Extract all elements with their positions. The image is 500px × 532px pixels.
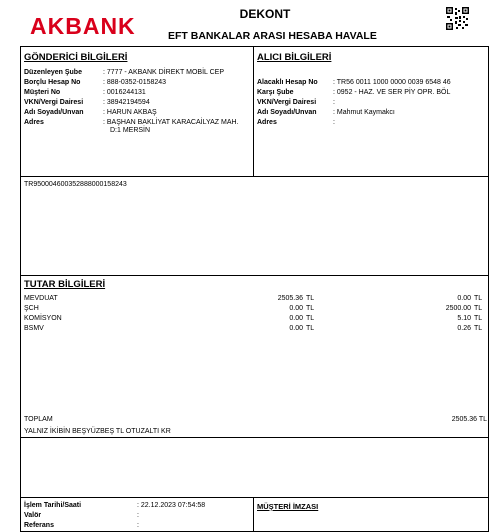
party-divider	[253, 46, 254, 176]
amount-row-value-2: 0.26	[457, 325, 471, 332]
amount-row-currency: TL	[306, 295, 315, 302]
document-title: DEKONT	[239, 7, 291, 21]
total-value: 2505.36 TL	[451, 416, 487, 423]
sender-branch-value: : 7777 - AKBANK DİREKT MOBİL CEP	[103, 69, 224, 76]
amount-row-value: 2505.36	[277, 295, 303, 302]
reference-value: :	[137, 522, 139, 529]
receiver-address-value: :	[333, 119, 335, 126]
amounts-section-bottom	[20, 437, 489, 438]
amount-row-value-2: 0.00	[457, 295, 471, 302]
transaction-date-label: İşlem Tarihi/Saati	[24, 502, 82, 509]
sender-tax-value: : 38942194594	[103, 99, 150, 106]
amount-row-label: MEVDUAT	[24, 295, 58, 302]
description-text: TR950004600352888000158243	[24, 181, 127, 188]
reference-label: Referans	[24, 522, 54, 529]
transaction-date-value: : 22.12.2023 07:54:58	[137, 502, 206, 509]
description-section-bottom	[20, 275, 489, 276]
customer-signature-label: MÜŞTERİ İMZASI	[257, 502, 319, 511]
sender-address-value: : BAŞHAN BAKLİYAT KARACAİLYAZ MAH.	[103, 119, 239, 126]
sender-tax-label: VKN/Vergi Dairesi	[24, 99, 84, 106]
receiver-account-label: Alacaklı Hesap No	[257, 79, 318, 86]
receiver-section-title: ALICI BİLGİLERİ	[257, 52, 332, 63]
receiver-tax-value: :	[333, 99, 335, 106]
sender-account-value: : 888-0352-0158243	[103, 79, 167, 86]
sender-name-label: Adı Soyadı/Unvan	[24, 109, 84, 116]
receiver-tax-label: VKN/Vergi Dairesi	[257, 99, 317, 106]
amount-row-currency: TL	[306, 325, 315, 332]
sender-section-title: GÖNDERİCİ BİLGİLERİ	[24, 52, 128, 63]
value-date-label: Valör	[24, 512, 42, 519]
receiver-name-label: Adı Soyadı/Unvan	[257, 109, 317, 116]
receiver-name-value: : Mahmut Kaymakcı	[333, 109, 395, 116]
amount-row-currency: TL	[306, 315, 315, 322]
sender-customer-no-value: : 0016244131	[103, 89, 146, 96]
amount-row-label: KOMİSYON	[24, 315, 62, 322]
sender-name-value: : HARUN AKBAŞ	[103, 109, 157, 116]
amount-row-value-2: 5.10	[457, 315, 471, 322]
amounts-section-title: TUTAR BİLGİLERİ	[24, 279, 106, 290]
qr-code-icon	[446, 7, 469, 30]
sender-branch-label: Düzenleyen Şube	[24, 69, 82, 76]
amount-row-label: BSMV	[24, 325, 44, 332]
amount-row-label: ŞCH	[24, 305, 39, 312]
receiver-branch-value: : 0952 - HAZ. VE SER PİY OPR. BÖL	[333, 89, 451, 96]
receiver-address-label: Adres	[257, 119, 277, 126]
document-subtitle: EFT BANKALAR ARASI HESABA HAVALE	[168, 30, 377, 42]
amount-row-currency-2: TL	[474, 315, 483, 322]
amount-row-value: 0.00	[289, 305, 303, 312]
footer-section-top	[20, 497, 489, 498]
amount-row-currency-2: TL	[474, 295, 483, 302]
amount-row-currency-2: TL	[474, 305, 483, 312]
party-section-bottom	[20, 176, 489, 177]
akbank-logo: AKBANK	[30, 13, 136, 39]
receiver-branch-label: Karşı Şube	[257, 89, 294, 96]
amount-row-currency: TL	[306, 305, 315, 312]
amount-row-value: 0.00	[289, 315, 303, 322]
sender-account-label: Borçlu Hesap No	[24, 79, 81, 86]
sender-customer-no-label: Müşteri No	[24, 89, 61, 96]
amount-in-words: YALNIZ İKİBİN BEŞYÜZBEŞ TL OTUZALTI KR	[24, 428, 171, 435]
value-date-value: :	[137, 512, 139, 519]
amount-row-value-2: 2500.00	[445, 305, 471, 312]
total-label: TOPLAM	[24, 416, 53, 423]
sender-address-value-line2: D:1 MERSİN	[110, 127, 151, 134]
receiver-account-value: : TR56 0011 1000 0000 0039 6548 46	[333, 79, 451, 86]
footer-divider	[253, 497, 254, 532]
sender-address-label: Adres	[24, 119, 44, 126]
amount-row-value: 0.00	[289, 325, 303, 332]
amount-row-currency-2: TL	[474, 325, 483, 332]
